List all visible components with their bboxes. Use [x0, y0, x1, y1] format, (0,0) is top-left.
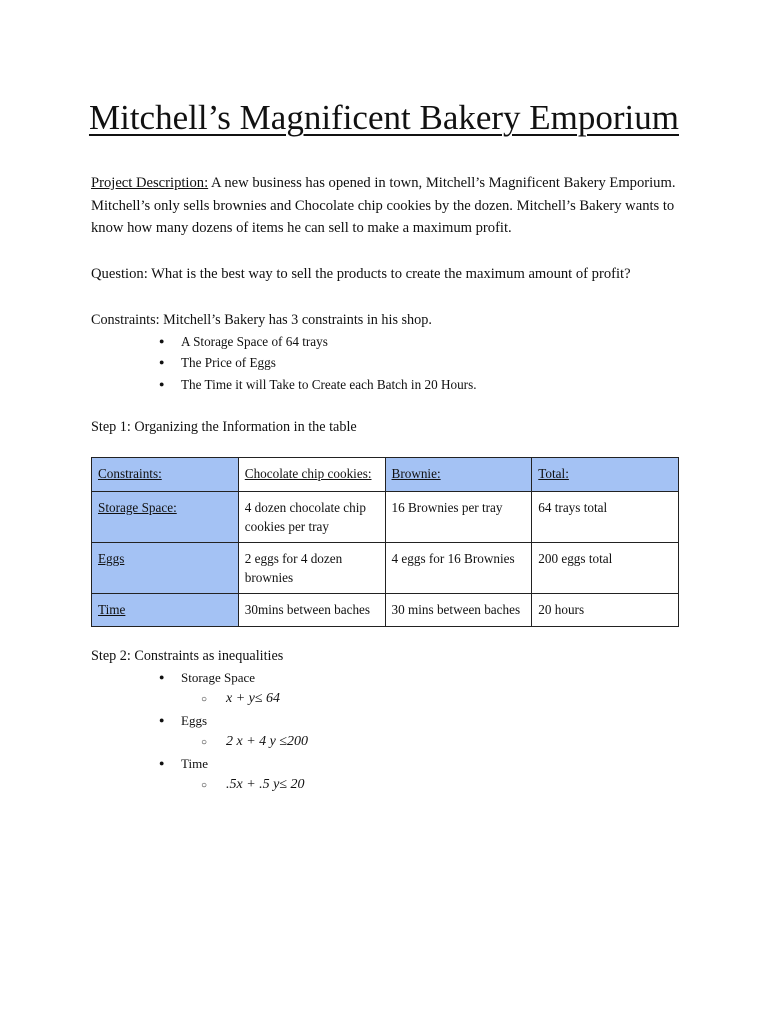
step1-heading: Step 1: Organizing the Information in the table — [91, 419, 357, 435]
table-cell: 30 mins between baches — [385, 594, 532, 627]
constraint-item: ● The Time it will Take to Create each Batch in 20 Hours. — [181, 374, 477, 395]
constraints-intro-text: Mitchell’s Bakery has 3 constraints in his shop. — [159, 312, 432, 328]
inequality-item — [181, 667, 308, 710]
table-cell: 200 eggs total — [532, 543, 679, 594]
inequality-label: Storage Space — [181, 670, 256, 685]
table-cell: 2 eggs for 4 dozen brownies — [238, 543, 385, 594]
table-row-label — [92, 543, 239, 594]
project-description-label: Project Description: — [91, 175, 209, 191]
row-label-time: Time — [98, 602, 126, 617]
table-header-cell — [385, 458, 532, 492]
constraints-table — [91, 457, 679, 627]
table-cell: 30mins between baches — [238, 594, 385, 627]
step2-heading: Step 2: Constraints as inequalities — [91, 648, 284, 664]
header-cookies: Chocolate chip cookies: — [244, 466, 372, 481]
table-cell: 64 trays total — [532, 492, 679, 543]
inequality-expression: ○ 2 x + 4 y ≤200 — [181, 731, 308, 753]
table-row — [92, 543, 679, 594]
table-row-label — [92, 492, 239, 543]
row-label-storage: Storage Space: — [98, 500, 177, 515]
header-brownie: Brownie: — [391, 466, 441, 481]
table-header-cell — [92, 458, 239, 492]
constraint-item: ● A Storage Space of 64 trays — [181, 331, 477, 352]
inequality-item — [181, 710, 308, 753]
table-cell: 16 Brownies per tray — [385, 492, 532, 543]
question-text: Question: What is the best way to sell the products to create the maximum amount of profit? — [91, 266, 631, 282]
table-header-cell — [238, 458, 385, 492]
constraints-list — [181, 331, 477, 395]
row-label-eggs: Eggs — [98, 551, 125, 566]
inequality-expression: ○ .5x + .5 y≤ 20 — [181, 774, 308, 796]
table-row — [92, 492, 679, 543]
project-description — [91, 172, 691, 240]
constraint-item: ● The Price of Eggs — [181, 352, 477, 373]
table-header-cell — [532, 458, 679, 492]
header-total: Total: — [538, 466, 569, 481]
header-constraints: Constraints: — [98, 466, 162, 481]
inequality-expression: ○ x + y≤ 64 — [181, 688, 308, 710]
table-cell: 4 eggs for 16 Brownies — [385, 543, 532, 594]
table-row — [92, 594, 679, 627]
inequality-label: Time — [181, 756, 208, 771]
table-cell: 4 dozen chocolate chip cookies per tray — [238, 492, 385, 543]
constraints-intro — [91, 309, 691, 332]
inequality-item — [181, 753, 308, 796]
inequality-label: Eggs — [181, 713, 207, 728]
table-cell: 20 hours — [532, 594, 679, 627]
table-row-label — [92, 594, 239, 627]
constraints-label: Constraints: — [91, 312, 160, 328]
table-header-row — [92, 458, 679, 492]
project-description-text: A new business has opened in town, Mitchell’s Magnificent Bakery Emporium. Mitchell’s only sells brownies and Chocolate chip cookies by the dozen. Mitchell’s Bakery wants to know how many dozens of items he can sell to make a maximum profit. — [91, 175, 676, 236]
inequalities-list — [181, 667, 308, 796]
document-title: Mitchell’s Magnificent Bakery Emporium — [88, 98, 679, 137]
